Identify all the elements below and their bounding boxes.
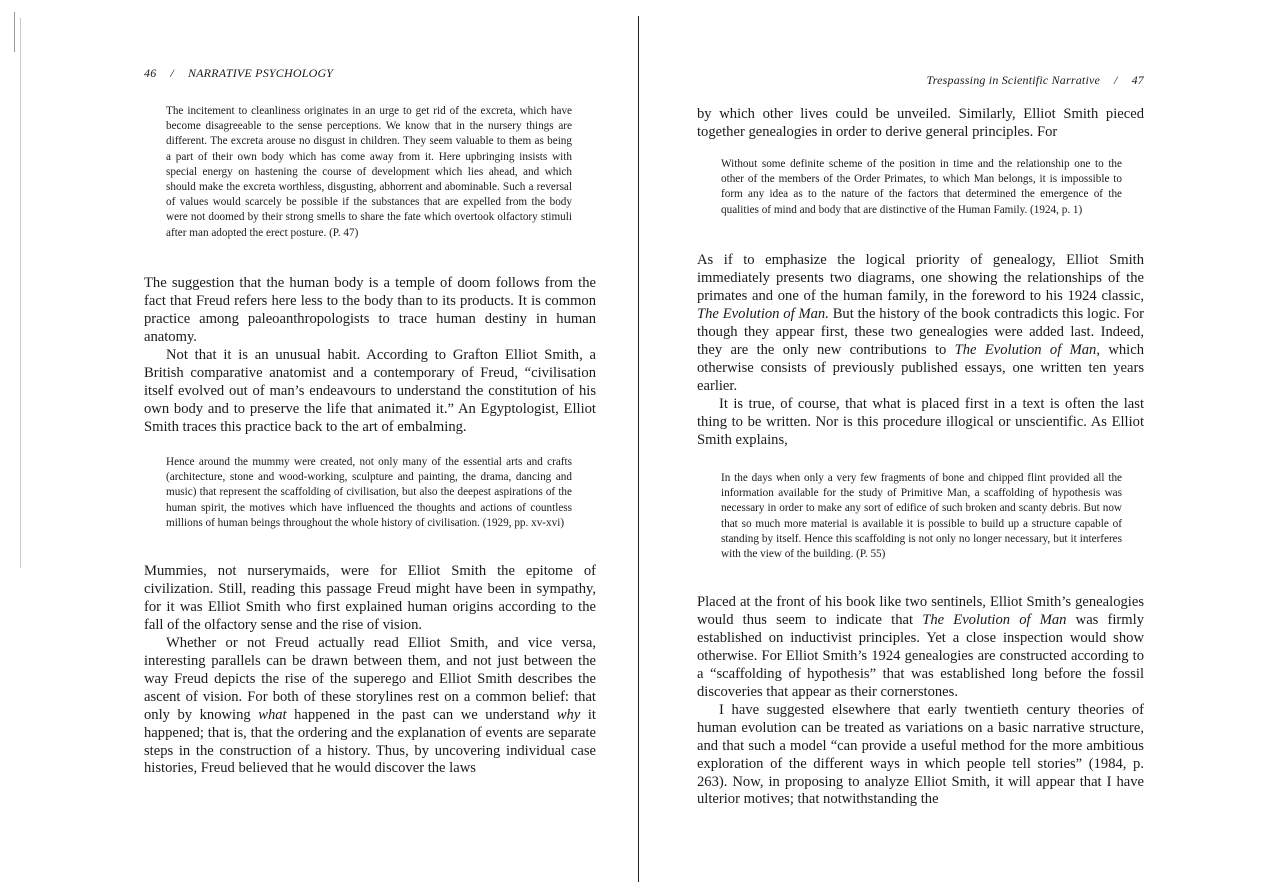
right-paragraph-4-b: was firmly established on inductivist principles. Yet a close inspection would show otherwise. For Elliot Smith’s 1924 genealogies are constructed according to a “scaffolding of hypothesis” that was established long before the fossil discoveries that appear as their cornerstones. [697,611,1144,700]
left-block-quote-1 [144,104,596,241]
right-prose-3 [697,594,1144,809]
left-paragraph-1: The suggestion that the human body is a temple of doom follows from the fact that Freud refers here less to the body than to its products. It is common practice among paleoanthropologists to trace human destiny in human anatomy. [144,275,596,345]
right-block-quote-2 [697,471,1144,562]
left-quote-2-text: Hence around the mummy were created, not only many of the essential arts and crafts (architecture, stone and wood-working, sculpture and painting, the drama, dancing and music) that represent the scaffolding of civilisation, but also the deepest aspirations of the human spirit, the motives which have influenced the thoughts and actions of countless millions of human beings throughout the whole history of civilisation. (1929, pp. xv-xvi) [166,456,572,529]
right-paragraph-2 [697,252,1144,396]
right-paragraph-4-book-title: The Evolution of Man [922,611,1067,628]
right-quote-2-text: In the days when only a very few fragments of bone and chipped flint provided all the information available for the study of Primitive Man, a scaffolding of hypothesis was necessary in order to make any sort of edifice of such broken and scanty debris. But now that so much more material is available it is possible to build up a structure capable of standing by itself. Hence this scaffolding is not only no longer necessary, but it interferes with the view of the building. (P. 55) [721,472,1122,561]
scan-edge-mark [14,12,15,52]
left-running-head-title: NARRATIVE PSYCHOLOGY [187,66,334,80]
left-paragraph-4-a: Whether or not Freud actually read Elliot Smith, and vice versa, interesting parallels can be drawn between them, and not just between the way Freud depicts the rise of the superego and Elliot Smith describes the ascent of vision. For both of these storylines rest on a common belief: that only by knowing [144,634,596,723]
scan-edge-mark-faint [20,18,21,568]
book-gutter [638,16,639,882]
left-page-number: 46 [144,66,157,80]
left-prose-1 [144,275,596,437]
left-prose-2 [144,563,596,778]
left-paragraph-4-emphasis-what: what [258,706,287,723]
left-paragraph-2: Not that it is an unusual habit. According to Grafton Elliot Smith, a British comparative anatomist and a contemporary of Freud, “civilisation itself evolved out of man’s endeavours to understand the constitution of his own body and to preserve the life that animated it.” An Egyptologist, Elliot Smith traces this practice back to the art of embalming. [144,346,596,435]
right-prose-1 [697,106,1144,142]
right-block-quote-1 [697,157,1144,218]
left-paragraph-4-b: happened in the past can we understand [286,706,557,723]
right-paragraph-2-c: which otherwise consists of previously published essays, one written ten years earlier. [697,341,1144,394]
left-paragraph-4-c: it happened; that is, that the ordering and the explanation of events are separate steps in the construction of a history. Thus, by uncovering individual case histories, Freud believed that he would discover the laws [144,706,596,777]
left-paragraph-4-emphasis-why: why [556,706,581,723]
right-paragraph-4-a: Placed at the front of his book like two sentinels, Elliot Smith’s genealogies would thus seem to indicate that [697,594,1144,628]
left-paragraph-4 [144,635,596,779]
left-running-head-separator: / [170,66,174,80]
left-running-head [144,66,333,81]
right-paragraph-2-book-title-1: The Evolution of Man. [697,305,829,322]
right-prose-2 [697,252,1144,449]
right-paragraph-2-book-title-2: The Evolution of Man, [954,341,1100,358]
left-block-quote-2 [144,455,596,531]
left-quote-1-text: The incitement to cleanliness originates in an urge to get rid of the excreta, which have become disagreeable to the sense perceptions. We know that in the nursery things are different. The excreta arouse no disgust in children. They seem valuable to them as being a part of their own body which has come away from it. Here upbringing insists with special energy on hastening the course of development which lies ahead, and which should make the excreta worthless, disgusting, abhorrent and abominable. Such a reversal of values would scarcely be possible if the substances that are expelled from the body were not doomed by their strong smells to share the fate which overtook olfactory stimuli after man adopted the erect posture. (P. 47) [166,105,572,239]
right-running-head-separator: / [1114,73,1118,87]
right-running-head [926,73,1144,88]
right-paragraph-5: I have suggested elsewhere that early twentieth century theories of human evolution can be treated as variations on a basic narrative structure, and that such a model “can provide a useful method for the more ambitious exploration of the different ways in which people tell stories” (1984, p. 263). Now, in proposing to analyze Elliot Smith, it will appear that I have ulterior motives; that notwithstanding the [697,701,1144,808]
right-paragraph-4 [697,594,1144,702]
right-paragraph-3: It is true, of course, that what is placed first in a text is often the last thing to be written. Nor is this procedure illogical or unscientific. As Elliot Smith explains, [697,395,1144,448]
right-paragraph-2-a: As if to emphasize the logical priority of genealogy, Elliot Smith immediately presents two diagrams, one showing the relationships of the primates and one of the human family, in the foreword to his 1924 classic, [697,252,1144,304]
right-quote-1-text: Without some definite scheme of the position in time and the relationship one to the other of the members of the Order Primates, to which Man belongs, it is impossible to form any idea as to the nature of the factors that determined the emergence of the qualities of mind and body that are distinctive of the Human Family. (1924, p. 1) [721,158,1122,216]
right-paragraph-1: by which other lives could be unveiled. Similarly, Elliot Smith pieced together genealogies in order to derive general principles. For [697,106,1144,140]
left-paragraph-3: Mummies, not nurserymaids, were for Elliot Smith the epitome of civilization. Still, reading this passage Freud might have been in sympathy, for it was Elliot Smith who first explained human origins according to the fall of the olfactory sense and the rise of vision. [144,563,596,633]
right-page-number: 47 [1131,73,1144,87]
right-running-head-title: Trespassing in Scientific Narrative [926,73,1101,87]
right-paragraph-2-b: But the history of the book contradicts this logic. For though they appear first, these two genealogies were added last. Indeed, they are the only new contributions to [697,305,1144,358]
